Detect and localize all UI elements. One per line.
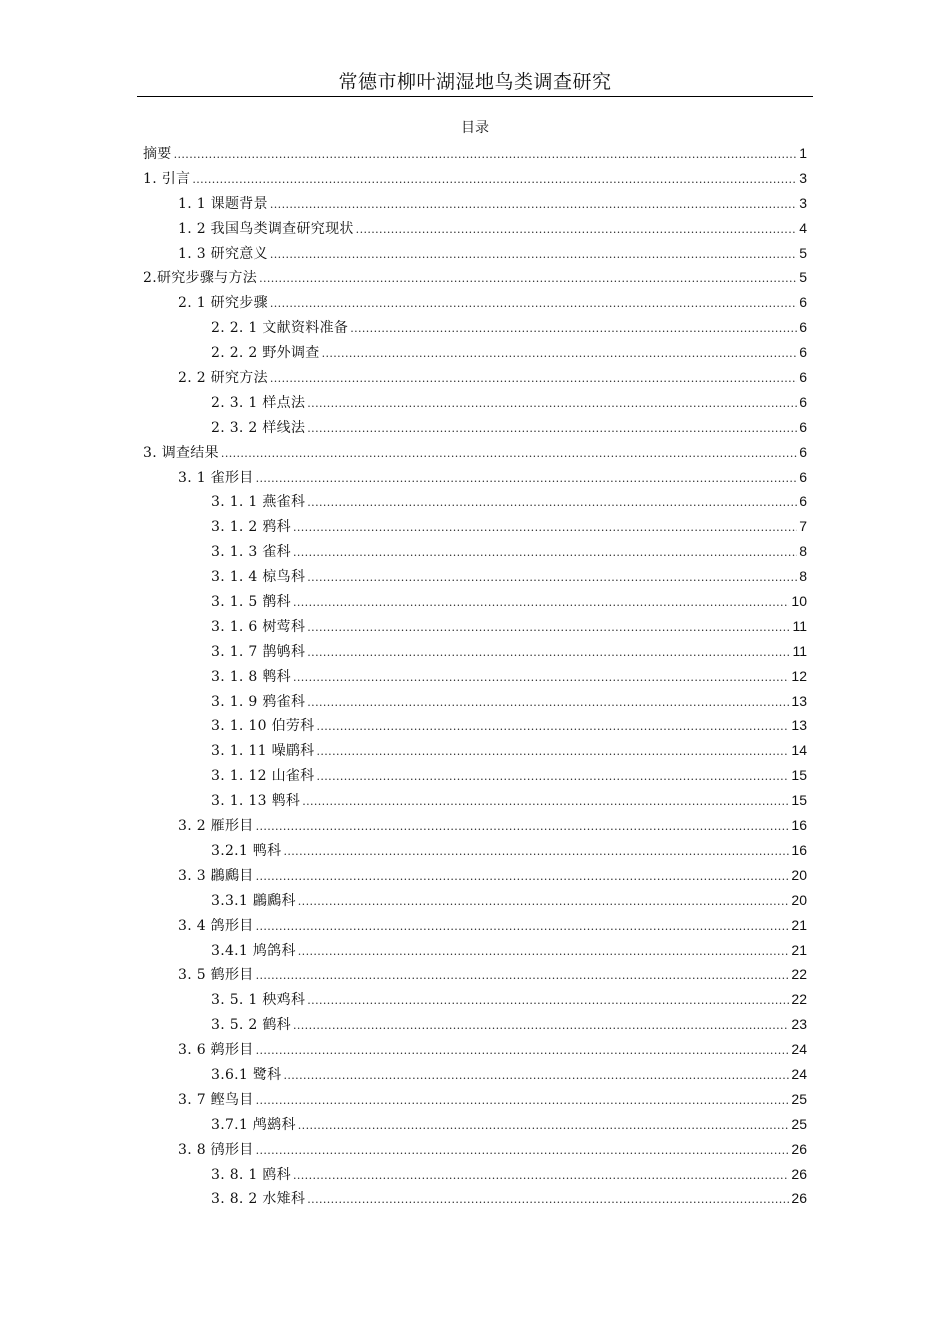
toc-entry[interactable] [143, 838, 807, 863]
toc-entry-label: 3. 8. 2 水雉科 [211, 1191, 306, 1208]
toc-entry-page-number: 10 [791, 593, 807, 610]
toc-entry[interactable] [143, 938, 807, 963]
toc-title: 目录 [461, 120, 489, 136]
toc-entry[interactable] [143, 664, 807, 689]
toc-entry-page-number: 6 [799, 319, 807, 336]
toc-entry-label: 3. 1. 2 鸦科 [211, 519, 291, 536]
toc-dot-leader [293, 591, 789, 616]
toc-entry-page-number: 6 [799, 443, 807, 460]
toc-entry-page-number: 3 [799, 169, 807, 186]
toc-entry-label: 3. 1. 13 鹎科 [211, 793, 301, 810]
toc-dot-leader [283, 840, 789, 865]
toc-dot-leader [256, 964, 790, 989]
toc-entry-label: 1. 2 我国鸟类调查研究现状 [178, 220, 354, 237]
toc-entry-label: 3. 1. 8 鹎科 [211, 668, 291, 685]
toc-entry[interactable] [143, 489, 807, 514]
header-rule [137, 96, 813, 97]
toc-dot-leader [293, 1014, 789, 1039]
toc-entry-page-number: 6 [799, 468, 807, 485]
toc-entry[interactable] [143, 962, 807, 987]
toc-entry-page-number: 21 [791, 916, 807, 933]
toc-entry-label: 2. 3. 2 样线法 [211, 419, 306, 436]
toc-entry[interactable] [143, 713, 807, 738]
toc-entry-page-number: 6 [799, 294, 807, 311]
table-of-contents [143, 141, 807, 1211]
toc-entry-page-number: 16 [791, 817, 807, 834]
toc-entry-page-number: 24 [791, 1065, 807, 1082]
toc-entry[interactable] [143, 763, 807, 788]
toc-entry-label: 3. 1. 7 鹊鸲科 [211, 643, 306, 660]
toc-entry-page-number: 6 [799, 418, 807, 435]
toc-dot-leader [307, 989, 789, 1014]
toc-entry[interactable] [143, 689, 807, 714]
toc-entry-label: 3. 1 雀形目 [178, 469, 254, 486]
toc-entry-page-number: 14 [791, 742, 807, 759]
toc-entry[interactable] [143, 614, 807, 639]
toc-dot-leader [256, 1089, 790, 1114]
toc-dot-leader [307, 417, 797, 442]
toc-dot-leader [350, 317, 797, 342]
toc-entry-label: 1. 3 研究意义 [178, 245, 268, 262]
toc-entry[interactable] [143, 141, 807, 166]
toc-entry-page-number: 4 [799, 219, 807, 236]
toc-entry-page-number: 24 [791, 1041, 807, 1058]
toc-entry-label: 2. 2. 2 野外调查 [211, 345, 320, 362]
toc-entry[interactable] [143, 1112, 807, 1137]
toc-entry-label: 3. 1. 11 噪鹛科 [211, 743, 315, 760]
toc-entry-label: 摘要 [143, 146, 172, 162]
toc-dot-leader [174, 143, 798, 168]
toc-dot-leader [316, 740, 789, 765]
toc-entry-label: 3. 5. 2 鹤科 [211, 1017, 291, 1034]
toc-entry-label: 3. 1. 12 山雀科 [211, 768, 315, 785]
toc-entry-label: 3.6.1 鹭科 [211, 1066, 282, 1083]
toc-entry-page-number: 6 [799, 393, 807, 410]
toc-dot-leader [270, 367, 797, 392]
toc-entry-page-number: 26 [791, 1140, 807, 1157]
toc-dot-leader [293, 1164, 789, 1189]
toc-entry-page-number: 26 [791, 1165, 807, 1182]
toc-entry-page-number: 6 [799, 344, 807, 361]
toc-dot-leader [293, 541, 797, 566]
toc-entry-label: 2. 1 研究步骤 [178, 295, 268, 312]
toc-entry-label: 3. 5 鹤形目 [178, 967, 254, 984]
toc-entry[interactable] [143, 365, 807, 390]
toc-entry-page-number: 13 [791, 717, 807, 734]
toc-entry-label: 3. 调查结果 [143, 444, 219, 461]
toc-dot-leader [221, 442, 797, 467]
toc-entry-label: 2. 3. 1 样点法 [211, 394, 306, 411]
toc-entry-label: 3. 1. 9 鸦雀科 [211, 693, 306, 710]
toc-entry[interactable] [143, 987, 807, 1012]
toc-entry[interactable] [143, 1012, 807, 1037]
toc-entry-page-number: 21 [791, 941, 807, 958]
toc-entry[interactable] [143, 166, 807, 191]
toc-entry-page-number: 23 [791, 1016, 807, 1033]
toc-dot-leader [307, 1188, 789, 1213]
toc-entry[interactable] [143, 241, 807, 266]
toc-entry-label: 1. 引言 [143, 170, 191, 187]
toc-entry-label: 3.2.1 鸭科 [211, 842, 282, 859]
toc-dot-leader [270, 243, 797, 268]
toc-dot-leader [256, 915, 790, 940]
toc-entry-page-number: 15 [791, 767, 807, 784]
toc-entry-label: 3. 6 鹈形目 [178, 1042, 254, 1059]
toc-entry[interactable] [143, 1137, 807, 1162]
toc-entry[interactable] [143, 415, 807, 440]
toc-dot-leader [298, 1114, 790, 1139]
toc-entry-page-number: 5 [799, 244, 807, 261]
toc-dot-leader [270, 193, 797, 218]
toc-entry-label: 3. 8 鸻形目 [178, 1141, 254, 1158]
toc-entry-page-number: 12 [791, 667, 807, 684]
toc-entry-label: 3. 3 鸊鷉目 [178, 867, 254, 884]
toc-entry-label: 2.研究步骤与方法 [143, 270, 258, 287]
toc-entry-page-number: 7 [799, 518, 807, 535]
toc-entry[interactable] [143, 564, 807, 589]
toc-entry-page-number: 15 [791, 792, 807, 809]
toc-entry[interactable] [143, 539, 807, 564]
toc-entry[interactable] [143, 1162, 807, 1187]
toc-entry-page-number: 5 [799, 269, 807, 286]
toc-entry-label: 3. 1. 1 燕雀科 [211, 494, 306, 511]
toc-dot-leader [270, 292, 797, 317]
toc-entry-page-number: 11 [792, 617, 807, 634]
toc-entry[interactable] [143, 863, 807, 888]
toc-dot-leader [298, 890, 790, 915]
toc-entry-label: 3. 1. 10 伯劳科 [211, 718, 315, 735]
toc-dot-leader [293, 666, 789, 691]
toc-entry[interactable] [143, 514, 807, 539]
toc-entry[interactable] [143, 788, 807, 813]
toc-entry[interactable] [143, 639, 807, 664]
toc-dot-leader [256, 865, 790, 890]
toc-dot-leader [316, 765, 789, 790]
toc-dot-leader [322, 342, 798, 367]
toc-entry-page-number: 11 [792, 642, 807, 659]
toc-entry-label: 3. 1. 3 雀科 [211, 544, 291, 561]
page-header-title: 常德市柳叶湖湿地鸟类调查研究 [338, 71, 612, 93]
toc-entry-label: 3. 2 雁形目 [178, 818, 254, 835]
toc-dot-leader [307, 566, 797, 591]
toc-entry[interactable] [143, 913, 807, 938]
toc-entry-page-number: 22 [791, 991, 807, 1008]
toc-entry-label: 2. 2 研究方法 [178, 370, 268, 387]
toc-dot-leader [256, 467, 798, 492]
toc-entry[interactable] [143, 290, 807, 315]
toc-entry[interactable] [143, 1186, 807, 1211]
toc-entry-page-number: 8 [799, 543, 807, 560]
toc-entry-page-number: 25 [791, 1115, 807, 1132]
toc-entry-page-number: 13 [791, 692, 807, 709]
toc-entry-label: 3.4.1 鸠鸽科 [211, 942, 296, 959]
toc-dot-leader [192, 168, 797, 193]
toc-entry-label: 3.7.1 鸬鹚科 [211, 1116, 296, 1133]
toc-entry-label: 3. 1. 5 鹡科 [211, 594, 291, 611]
toc-dot-leader [307, 691, 789, 716]
toc-entry-page-number: 6 [799, 369, 807, 386]
toc-dot-leader [307, 616, 790, 641]
toc-entry-page-number: 26 [791, 1190, 807, 1207]
toc-entry[interactable] [143, 813, 807, 838]
toc-entry-page-number: 20 [791, 866, 807, 883]
toc-dot-leader [302, 790, 789, 815]
toc-entry-label: 3. 8. 1 鸥科 [211, 1166, 291, 1183]
toc-dot-leader [256, 1039, 790, 1064]
toc-dot-leader [283, 1064, 789, 1089]
toc-entry[interactable] [143, 440, 807, 465]
toc-dot-leader [307, 392, 797, 417]
toc-entry[interactable] [143, 738, 807, 763]
toc-dot-leader [307, 491, 797, 516]
toc-dot-leader [259, 267, 797, 292]
toc-entry-label: 3. 7 鲣鸟目 [178, 1091, 254, 1108]
toc-entry[interactable] [143, 589, 807, 614]
toc-entry[interactable] [143, 315, 807, 340]
toc-entry[interactable] [143, 1087, 807, 1112]
toc-entry-page-number: 3 [799, 194, 807, 211]
toc-entry[interactable] [143, 888, 807, 913]
toc-entry-label: 2. 2. 1 文献资料准备 [211, 320, 349, 337]
toc-dot-leader [298, 940, 790, 965]
toc-dot-leader [316, 715, 789, 740]
toc-entry[interactable] [143, 265, 807, 290]
toc-entry-page-number: 6 [799, 493, 807, 510]
toc-entry-label: 3. 5. 1 秧鸡科 [211, 992, 306, 1009]
toc-entry-page-number: 25 [791, 1090, 807, 1107]
toc-entry-label: 3. 4 鸽形目 [178, 917, 254, 934]
toc-entry-label: 3.3.1 鸊鷉科 [211, 892, 296, 909]
toc-entry[interactable] [143, 340, 807, 365]
toc-entry[interactable] [143, 1037, 807, 1062]
toc-dot-leader [256, 815, 790, 840]
toc-entry-label: 3. 1. 6 树莺科 [211, 618, 306, 635]
toc-entry[interactable] [143, 191, 807, 216]
toc-entry-label: 3. 1. 4 椋鸟科 [211, 569, 306, 586]
toc-dot-leader [256, 1139, 790, 1164]
toc-entry[interactable] [143, 216, 807, 241]
toc-entry-page-number: 16 [791, 841, 807, 858]
toc-entry-page-number: 22 [791, 966, 807, 983]
toc-entry[interactable] [143, 1062, 807, 1087]
toc-entry-page-number: 8 [799, 568, 807, 585]
toc-entry-label: 1. 1 课题背景 [178, 195, 268, 212]
toc-entry-page-number: 1 [799, 145, 807, 161]
toc-entry-page-number: 20 [791, 891, 807, 908]
toc-dot-leader [307, 641, 790, 666]
toc-entry[interactable] [143, 465, 807, 490]
toc-entry[interactable] [143, 390, 807, 415]
toc-dot-leader [356, 218, 798, 243]
toc-dot-leader [293, 516, 797, 541]
